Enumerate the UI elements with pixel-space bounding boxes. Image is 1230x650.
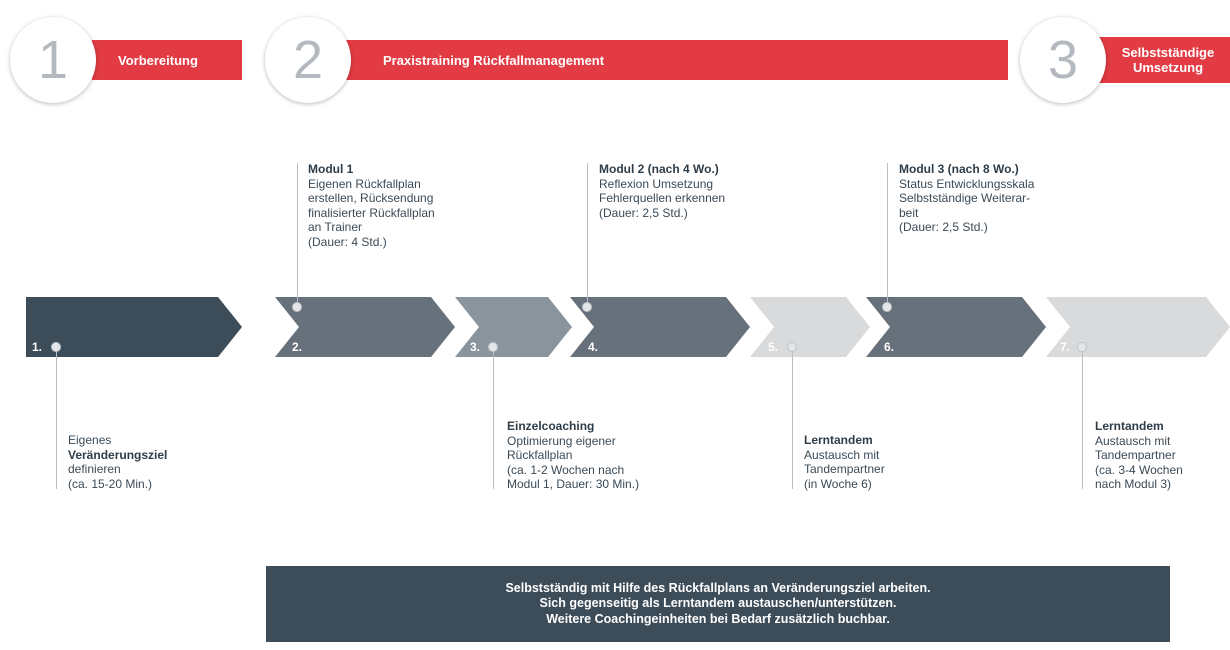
step-7-chevron (1046, 297, 1230, 357)
marker-dot-modul3 (882, 302, 892, 312)
note-coaching-title: Einzelcoaching (507, 419, 595, 433)
note-modul3-line: (Dauer: 2,5 Std.) (899, 220, 988, 234)
note-modul3-line: beit (899, 205, 919, 220)
marker-dot-tandem1 (787, 342, 797, 352)
note-modul1-line: an Trainer (308, 220, 363, 234)
note-tandem2 (1095, 419, 1183, 492)
note-ziel-line: (ca. 15-20 Min.) (68, 476, 153, 491)
note-tandem1 (804, 433, 885, 491)
note-modul1-title: Modul 1 (308, 162, 354, 176)
marker-dot-tandem2 (1077, 342, 1087, 352)
note-tandem2-title: Lerntandem (1095, 419, 1164, 433)
connector-line-coaching (493, 347, 494, 489)
note-modul1 (308, 162, 435, 249)
note-modul3-line: Status Entwicklungsskala (899, 176, 1035, 191)
note-tandem2-line: Austausch mit (1095, 433, 1171, 448)
connector-line-modul3 (887, 163, 888, 307)
note-coaching-line: Optimierung eigener (507, 433, 616, 448)
note-ziel-line: Eigenes (68, 433, 112, 447)
note-tandem1-title: Lerntandem (804, 433, 873, 447)
step-7-number: 7. (1060, 340, 1071, 354)
connector-line-tandem1 (792, 347, 793, 489)
connector-line-tandem2 (1082, 347, 1083, 489)
note-modul2-line: Reflexion Umsetzung (599, 176, 714, 191)
summary-line: Sich gegenseitig als Lerntandem austauschen/unterstützen. (539, 596, 897, 611)
phase-3-label-line-2: Umsetzung (1132, 60, 1204, 75)
phase-3-number: 3 (1047, 30, 1079, 90)
note-coaching-line: Rückfallplan (507, 448, 573, 462)
step-5-number: 5. (768, 340, 779, 354)
summary-line: Selbstständig mit Hilfe des Rückfallplans an Veränderungsziel arbeiten. (505, 580, 931, 595)
summary-box (266, 566, 1170, 642)
note-tandem2-line: Tandempartner (1095, 448, 1176, 462)
phase-2-number: 2 (292, 30, 324, 90)
note-modul3-title: Modul 3 (nach 8 Wo.) (899, 162, 1019, 176)
note-ziel-line: definieren (68, 462, 121, 476)
note-ziel-title: Veränderungsziel (68, 447, 168, 462)
note-modul2-title: Modul 2 (nach 4 Wo.) (599, 162, 719, 176)
note-modul1-line: finalisierter Rückfallplan (308, 205, 435, 220)
note-ziel (68, 433, 167, 491)
connector-line-ziel (56, 347, 57, 489)
marker-dot-modul1 (292, 302, 302, 312)
note-modul3-line: Selbstständige Weiterar- (899, 191, 1031, 205)
note-tandem1-line: (in Woche 6) (804, 476, 872, 491)
phase-3-label-line-1: Selbstständige (1121, 45, 1215, 60)
note-modul1-line: (Dauer: 4 Std.) (308, 234, 387, 249)
note-coaching-line: Modul 1, Dauer: 30 Min.) (507, 477, 640, 491)
note-modul1-line: Eigenen Rückfallplan (308, 176, 421, 191)
phase-1-label: Vorbereitung (118, 52, 198, 68)
note-tandem1-line: Tandempartner (804, 462, 885, 476)
summary-line: Weitere Coachingeinheiten bei Bedarf zusätzlich buchbar. (546, 611, 890, 626)
marker-dot-modul2 (582, 302, 592, 312)
step-3-number: 3. (470, 340, 481, 354)
note-coaching (507, 419, 639, 492)
note-modul1-line: erstellen, Rücksendung (308, 191, 434, 205)
note-tandem2-line: nach Modul 3) (1095, 477, 1172, 491)
step-1-number: 1. (32, 340, 43, 354)
note-tandem2-line: (ca. 3-4 Wochen (1095, 462, 1183, 477)
connector-line-modul1 (297, 163, 298, 307)
phase-1-number: 1 (37, 30, 69, 90)
phase-2-label: Praxistraining Rückfallmanagement (383, 52, 605, 68)
connector-line-modul2 (587, 163, 588, 307)
marker-dot-coaching (488, 342, 498, 352)
note-modul2-line: Fehlerquellen erkennen (599, 191, 726, 205)
note-modul2-line: (Dauer: 2,5 Std.) (599, 205, 688, 220)
note-coaching-line: (ca. 1-2 Wochen nach (507, 462, 625, 477)
step-2-number: 2. (292, 340, 303, 354)
step-6-number: 6. (884, 340, 895, 354)
marker-dot-ziel (51, 342, 61, 352)
note-tandem1-line: Austausch mit (804, 447, 880, 462)
note-modul2 (599, 162, 725, 220)
note-modul3 (899, 162, 1034, 235)
step-4-number: 4. (588, 340, 599, 354)
